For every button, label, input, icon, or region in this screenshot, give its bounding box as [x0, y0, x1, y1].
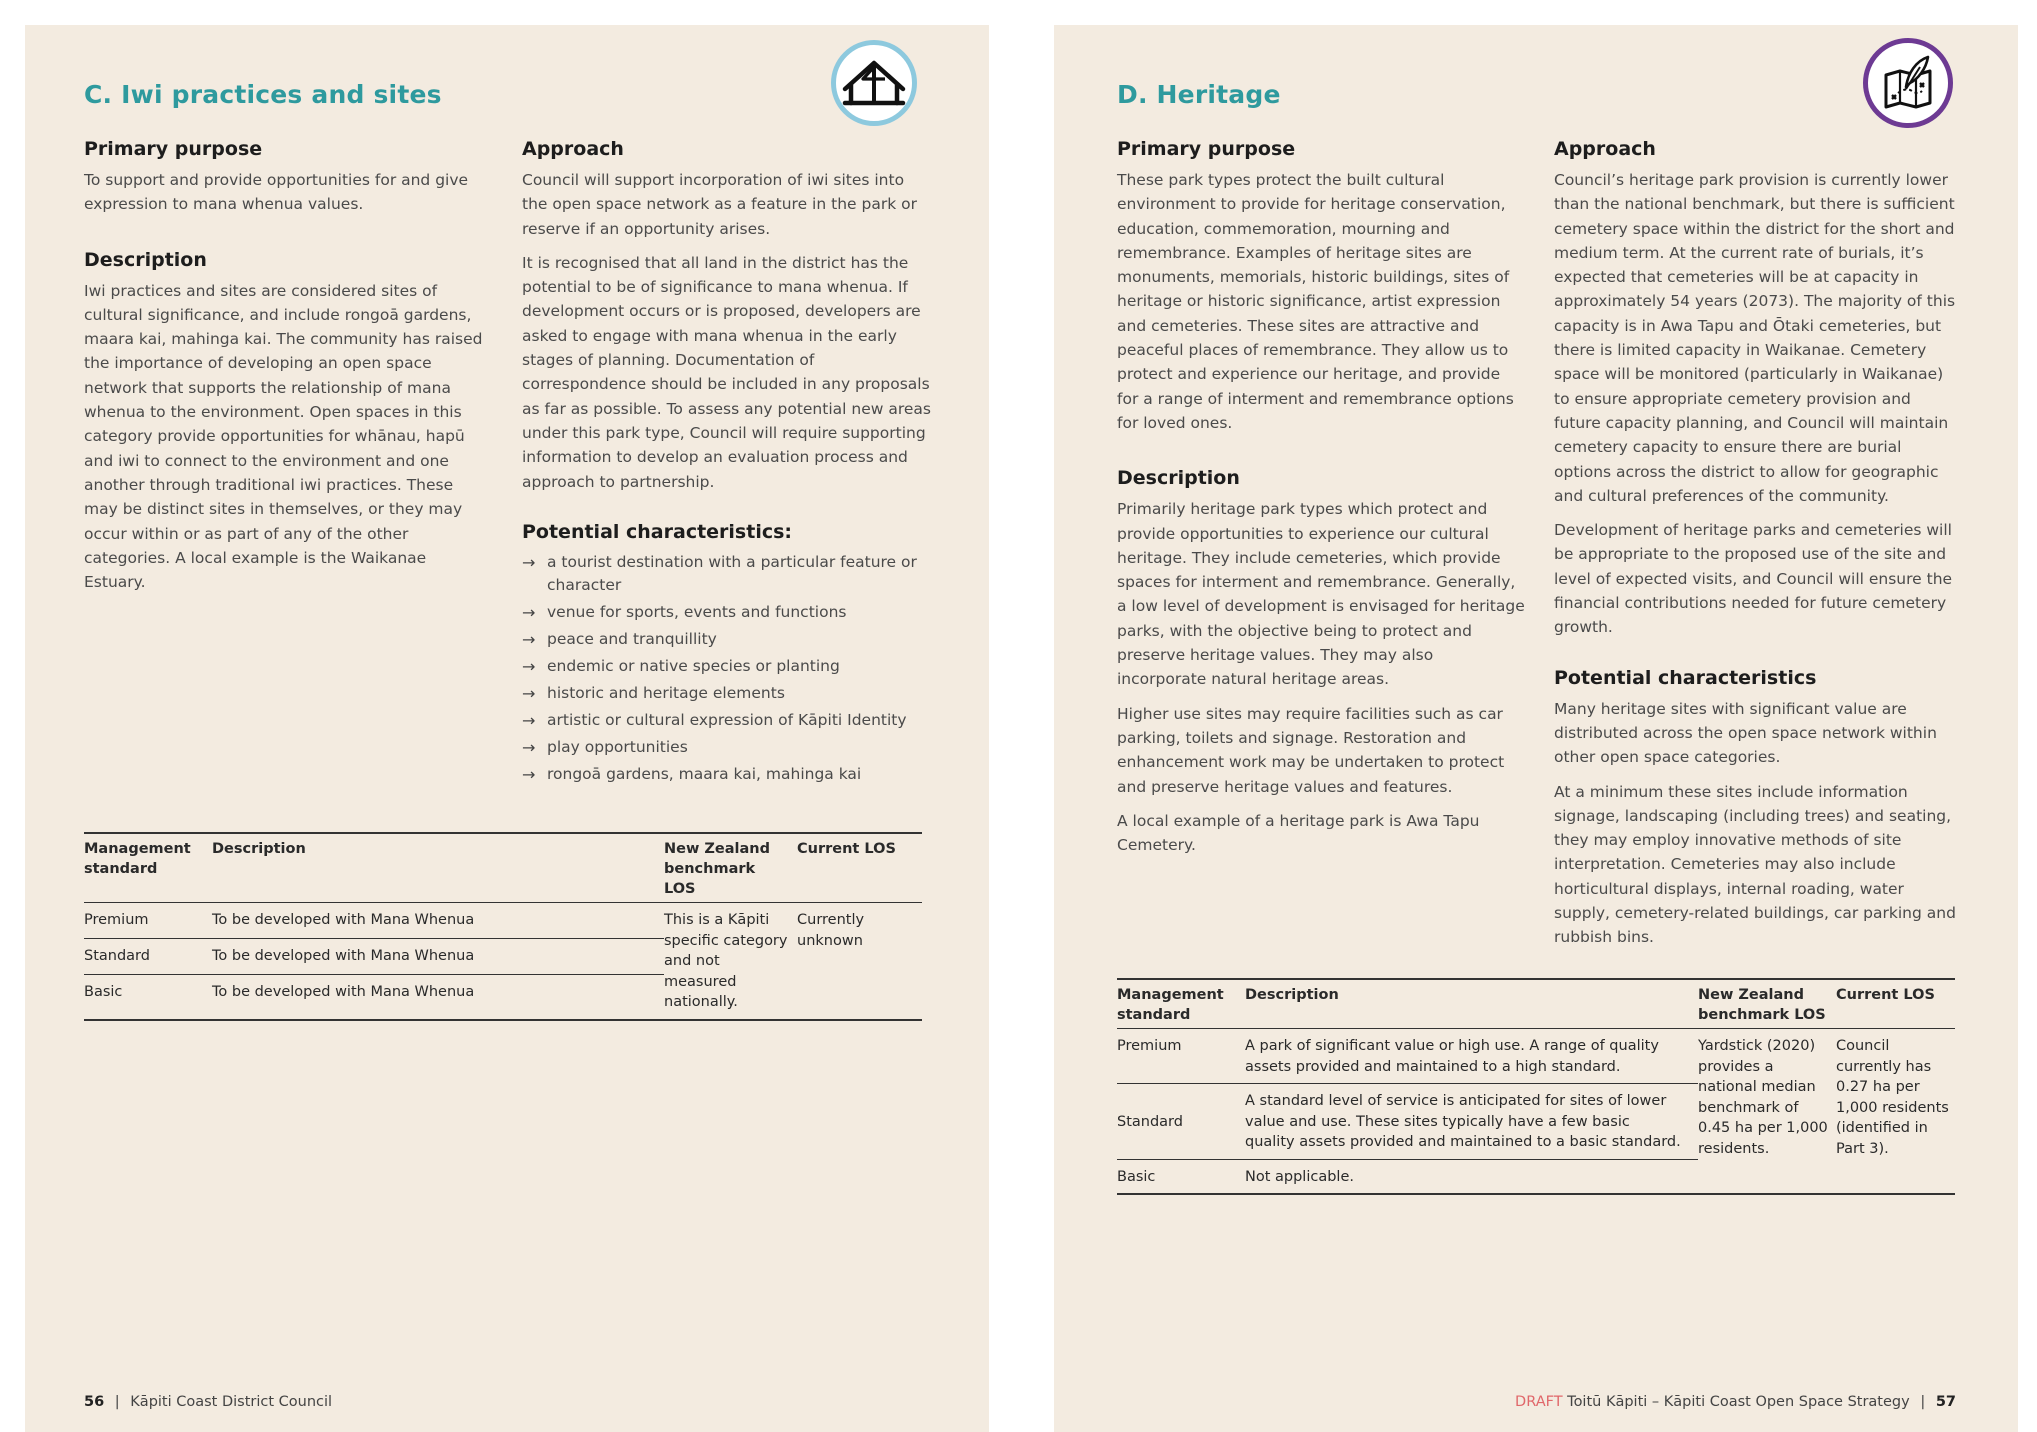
- arrow-right-icon: →: [522, 657, 536, 677]
- primary-purpose-heading: Primary purpose: [84, 138, 263, 160]
- description-cell: A standard level of service is anticipated for sites of lower value and use. These sites typically have a few basic quality assets provided and maintained to a basic standard.: [1245, 1084, 1698, 1160]
- management-standard-cell: Premium: [1117, 1029, 1245, 1084]
- right-column: [522, 138, 934, 790]
- description-heading: Description: [1117, 467, 1240, 490]
- current-los-cell: Currently unknown: [797, 912, 865, 949]
- approach-paragraph: Council will support incorporation of iwi sites into the open space network as a feature in the park or reserve if an opportunity arises.: [522, 171, 917, 238]
- page-57: [1054, 25, 2018, 1432]
- footer-separator: |: [114, 1394, 120, 1410]
- approach-paragraph: It is recognised that all land in the district has the potential to be of significance to mana whenua. If development occurs or is proposed, developers are asked to engage with mana whenua in the early stages of planning. Documentation of correspondence should be included in any proposals as far as possible. To assess any potential new areas under this park type, Council will require supporting information to develop an evaluation process and approach to partnership.: [522, 253, 931, 491]
- page-footer: [84, 1394, 332, 1410]
- potential-characteristics-heading: Potential characteristics: [1554, 666, 1817, 689]
- arrow-right-icon: →: [522, 630, 536, 650]
- table-header: Current LOS: [797, 833, 922, 903]
- table-header-row: [84, 833, 922, 903]
- table-header: New Zealand benchmark LOS: [664, 833, 797, 903]
- list-item: → endemic or native species or planting: [522, 655, 934, 679]
- list-item: → artistic or cultural expression of Kāpiti Identity: [522, 709, 934, 733]
- description-cell: To be developed with Mana Whenua: [212, 939, 664, 975]
- approach-paragraph: Council’s heritage park provision is currently lower than the national benchmark, but there is sufficient cemetery space within the district for the short and medium term. At the current rate of burials, it’s expected that cemeteries will be at capacity in approximately 54 years (2073). The majority of this capacity is in Awa Tapu and Ōtaki cemeteries, but there is limited capacity in Waikanae. Cemetery space will be monitored (particularly in Waikanae) to ensure appropriate cemetery provision and future capacity planning, and Council will maintain cemetery capacity to ensure there are burial options across the district to allow for geographic and cultural preferences of the community.: [1554, 171, 1956, 505]
- benchmark-cell: Yardstick (2020) provides a national median benchmark of 0.45 ha per 1,000 residents.: [1698, 1038, 1828, 1157]
- footer-separator: |: [1920, 1394, 1926, 1410]
- left-column: [1117, 138, 1525, 867]
- description-cell: A park of significant value or high use. A range of quality assets provided and maintained to a high standard.: [1245, 1029, 1698, 1084]
- primary-purpose-text: These park types protect the built cultural environment to provide for heritage conservation, education, commemoration, mourning and remembrance. Examples of heritage sites are monuments, memorials, historic buildings, sites of heritage or historic significance, artist expression and cemeteries. These sites are attractive and peaceful places of remembrance. They allow us to protect and experience our heritage, and provide for a range of interment and remembrance options for loved ones.: [1117, 171, 1514, 432]
- list-item: → play opportunities: [522, 736, 934, 760]
- page-number: 57: [1935, 1394, 1956, 1410]
- heritage-map-quill-icon: [1863, 38, 1953, 128]
- arrow-right-icon: →: [522, 711, 536, 731]
- management-standard-cell: Basic: [84, 984, 123, 1001]
- arrow-right-icon: →: [522, 684, 536, 704]
- list-item: → peace and tranquillity: [522, 628, 934, 652]
- arrow-right-icon: →: [522, 738, 536, 758]
- benchmark-cell: This is a Kāpiti specific category and not measured nationally.: [664, 912, 788, 1010]
- table-header: Current LOS: [1836, 979, 1955, 1029]
- primary-purpose-text: To support and provide opportunities for and give expression to mana whenua values.: [84, 171, 469, 214]
- footer-doc-title: Toitū Kāpiti – Kāpiti Coast Open Space Strategy: [1567, 1394, 1910, 1410]
- section-title: D. Heritage: [1117, 80, 1281, 109]
- list-item: → rongoā gardens, maara kai, mahinga kai: [522, 763, 934, 787]
- los-table: [84, 832, 922, 1021]
- page-footer: [1515, 1394, 1956, 1410]
- list-item: → historic and heritage elements: [522, 682, 934, 706]
- right-column: [1554, 138, 1956, 960]
- list-item: → venue for sports, events and functions: [522, 601, 934, 625]
- potential-characteristics-list: [522, 551, 934, 787]
- description-text: Iwi practices and sites are considered sites of cultural significance, and include rongoā gardens, maara kai, mahinga kai. The community has raised the importance of developing an open space network that supports the relationship of mana whenua to the environment. Open spaces in this category provide opportunities for whānau, hapū and iwi to connect to the environment and one another through traditional iwi practices. These may be distinct sites in themselves, or they may occur within or as part of any of the other categories. A local example is the Waikanae Estuary.: [84, 281, 483, 592]
- management-standard-cell: Premium: [84, 903, 212, 939]
- description-paragraph: Higher use sites may require facilities such as car parking, toilets and signage. Restoration and enhancement work may be undertaken to protect and preserve heritage values and features.: [1117, 704, 1505, 796]
- potential-characteristics-heading: Potential characteristics:: [522, 520, 793, 543]
- page-number: 56: [84, 1394, 105, 1410]
- description-cell: Not applicable.: [1245, 1168, 1354, 1185]
- list-item: → a tourist destination with a particular feature or character: [522, 552, 917, 595]
- management-standard-cell: Standard: [1117, 1084, 1245, 1160]
- potential-paragraph: At a minimum these sites include information signage, landscaping (including trees) and seating, they may employ innovative methods of site interpretation. Cemeteries may also include horticultural displays, internal roading, water supply, cemetery-related buildings, car parking and rubbish bins.: [1554, 782, 1956, 947]
- whare-icon: [831, 40, 917, 126]
- table-header: Description: [212, 833, 664, 903]
- arrow-right-icon: →: [522, 552, 536, 572]
- table-row: [84, 903, 922, 939]
- management-standard-cell: Basic: [1117, 1168, 1156, 1185]
- section-title: C. Iwi practices and sites: [84, 80, 442, 109]
- left-column: [84, 138, 484, 604]
- description-paragraph: Primarily heritage park types which protect and provide opportunities to experience our cultural heritage. They include cemeteries, which provide spaces for interment and remembrance. Generally, a low level of development is envisaged for heritage parks, with the objective being to protect and preserve heritage values. They may also incorporate natural heritage areas.: [1117, 500, 1525, 689]
- table-header: Description: [1245, 979, 1698, 1029]
- page-56: [25, 25, 989, 1432]
- table-header: New Zealand benchmark LOS: [1698, 979, 1836, 1029]
- approach-heading: Approach: [522, 138, 624, 160]
- management-standard-cell: Standard: [84, 939, 212, 975]
- footer-publisher: Kāpiti Coast District Council: [130, 1394, 333, 1410]
- current-los-cell: Council currently has 0.27 ha per 1,000 residents (identified in Part 3).: [1836, 1038, 1949, 1157]
- table-header-row: [1117, 979, 1955, 1029]
- approach-heading: Approach: [1554, 138, 1656, 160]
- los-table: [1117, 978, 1955, 1195]
- arrow-right-icon: →: [522, 603, 536, 623]
- arrow-right-icon: →: [522, 765, 536, 785]
- draft-label: DRAFT: [1515, 1394, 1563, 1410]
- description-heading: Description: [84, 248, 207, 271]
- table-header: Management standard: [84, 833, 212, 903]
- potential-paragraph: Many heritage sites with significant value are distributed across the open space network within other open space categories.: [1554, 699, 1937, 767]
- approach-paragraph: Development of heritage parks and cemeteries will be appropriate to the proposed use of the site and level of expected visits, and Council will ensure the financial contributions needed for future cemetery growth.: [1554, 521, 1953, 637]
- table-row: [1117, 1029, 1955, 1084]
- table-header: Management standard: [1117, 979, 1245, 1029]
- description-cell: To be developed with Mana Whenua: [212, 903, 664, 939]
- description-cell: To be developed with Mana Whenua: [212, 984, 475, 1001]
- description-paragraph: A local example of a heritage park is Awa Tapu Cemetery.: [1117, 811, 1480, 855]
- primary-purpose-heading: Primary purpose: [1117, 138, 1296, 160]
